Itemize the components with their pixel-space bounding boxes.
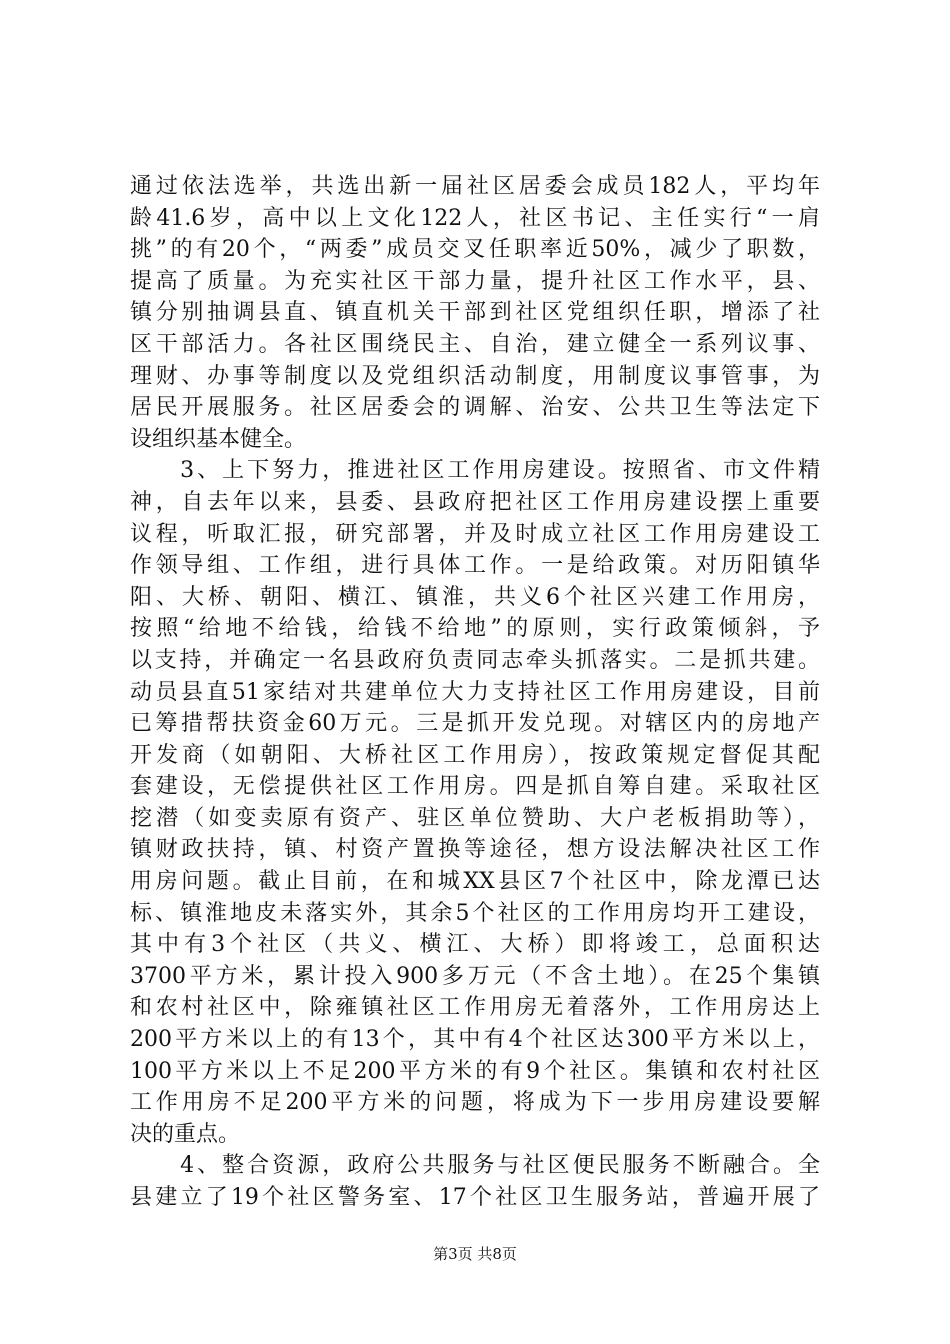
text-line: 镇分别抽调县直、镇直机关干部到社区党组织任职，增添了社	[130, 300, 820, 326]
text-line: 龄41.6岁，高中以上文化122人，社区书记、主任实行“一肩	[130, 205, 820, 231]
text-line: 100平方米以上不足200平方米的有9个社区。集镇和农村社区	[130, 1058, 820, 1084]
text-line: 阳、大桥、朝阳、横江、镇淮，共义6个社区兴建工作用房，	[130, 584, 820, 610]
text-line: 决的重点。	[130, 1121, 241, 1147]
text-line: 提高了质量。为充实社区干部力量，提升社区工作水平，县、	[130, 268, 820, 294]
text-line: 开发商（如朝阳、大桥社区工作用房），按政策规定督促其配	[130, 742, 820, 768]
page-footer: 第3页 共8页	[433, 1245, 517, 1263]
text-line: 挑”的有20个，“两委”成员交叉任职率近50%，减少了职数，	[130, 237, 820, 263]
text-line: 200平方米以上的有13个，其中有4个社区达300平方米以上，	[130, 1027, 820, 1053]
text-line: 和农村社区中，除雍镇社区工作用房无着落外，工作用房达上	[130, 995, 820, 1021]
text-line: 以支持，并确定一名县政府负责同志牵头抓落实。二是抓共建。	[130, 647, 820, 673]
text-line: 3、上下努力，推进社区工作用房建设。按照省、市文件精	[130, 458, 820, 484]
text-line: 理财、办事等制度以及党组织活动制度，用制度议事管事，为	[130, 363, 820, 389]
text-line: 3700平方米，累计投入900多万元（不含土地）。在25个集镇	[130, 963, 820, 989]
text-line: 工作用房不足200平方米的问题，将成为下一步用房建设要解	[130, 1090, 820, 1116]
text-line: 标、镇淮地皮未落实外，其余5个社区的工作用房均开工建设，	[130, 900, 820, 926]
text-line: 设组织基本健全。	[130, 426, 307, 452]
text-line: 居民开展服务。社区居委会的调解、治安、公共卫生等法定下	[130, 395, 820, 421]
text-line: 议程，听取汇报，研究部署，并及时成立社区工作用房建设工	[130, 521, 820, 547]
text-line: 县建立了19个社区警务室、17个社区卫生服务站，普遍开展了	[130, 1185, 820, 1210]
text-line: 4、整合资源，政府公共服务与社区便民服务不断融合。全	[130, 1153, 820, 1179]
text-line: 区干部活力。各社区围绕民主、自治，建立健全一系列议事、	[130, 331, 820, 357]
text-line: 作领导组、工作组，进行具体工作。一是给政策。对历阳镇华	[130, 553, 820, 579]
text-line: 动员县直51家结对共建单位大力支持社区工作用房建设，目前	[130, 679, 820, 705]
text-line: 其中有3个社区（共义、横江、大桥）即将竣工，总面积达	[130, 932, 820, 958]
text-line: 已筹措帮扶资金60万元。三是抓开发兑现。对辖区内的房地产	[130, 711, 820, 737]
text-line: 用房问题。截止目前，在和城XX县区7个社区中，除龙潭已达	[130, 869, 820, 895]
text-line: 按照“给地不给钱，给钱不给地”的原则，实行政策倾斜，予	[130, 616, 820, 642]
document-body	[130, 171, 820, 1214]
text-line: 挖潜（如变卖原有资产、驻区单位赞助、大户老板捐助等），	[130, 805, 820, 831]
text-line: 神，自去年以来，县委、县政府把社区工作用房建设摆上重要	[130, 489, 820, 515]
text-line: 镇财政扶持，镇、村资产置换等途径，想方设法解决社区工作	[130, 837, 820, 863]
text-line: 通过依法选举，共选出新一届社区居委会成员182人，平均年	[130, 174, 820, 199]
text-line: 套建设，无偿提供社区工作用房。四是抓自筹自建。采取社区	[130, 774, 820, 800]
